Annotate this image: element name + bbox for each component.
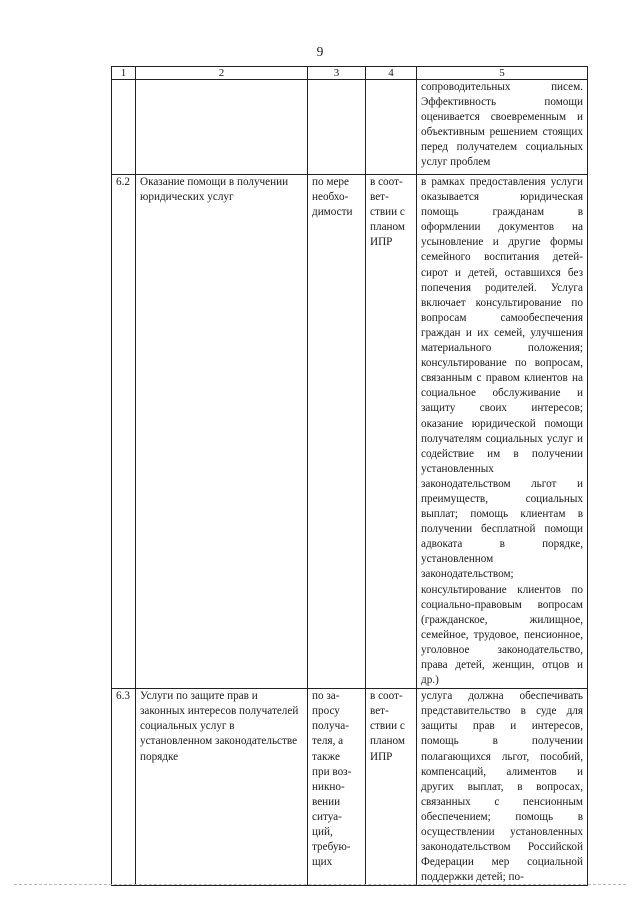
column-number-1: 1 bbox=[112, 67, 136, 80]
table-row-6-3 bbox=[112, 689, 588, 886]
service-term-cell: по мере необхо- димости bbox=[312, 176, 353, 219]
column-number-4: 4 bbox=[366, 67, 417, 80]
column-number-3: 3 bbox=[308, 67, 366, 80]
service-description-cell: в рамках предоставления услуги оказывается юридическая помощь гражданам в оформлении документов на усыновление и другие формы семейного воспитания детей-сирот и детей, оставшихся без попечения родителей. Услуга включает консультирование по вопросам самообеспечения граждан и их семей, улучшения материального положения; консультирование по вопросам, связанным с правом клиентов на социальное обслуживание и защиту своих интересов; оказание юридической помощи получателям социальных услуг и содействие им в получении установленных законодательством льгот и преимуществ, социальных выплат; помощь клиентам в получении бесплатной помощи адвоката в порядке, установленном законодательством; консультирование клиентов по социально-правовым вопросам (гражданское, жилищное, семейное, трудовое, пенсионное, уголовное законодательство, права детей, женщин, отцов и др.) bbox=[417, 175, 588, 689]
column-number-2: 2 bbox=[136, 67, 308, 80]
column-numbers-row bbox=[112, 67, 588, 80]
service-name-cell: Оказание помощи в получении юридических услуг bbox=[136, 175, 308, 689]
service-description-cell: сопроводительных писем. Эффективность помощи оценивается своевременным и объективным решением стоящих перед получателем социальных услуг проблем bbox=[417, 80, 588, 175]
service-name-cell bbox=[136, 80, 308, 175]
table-row-continuation bbox=[112, 80, 588, 175]
table-row-6-2 bbox=[112, 175, 588, 689]
row-number-cell: 6.2 bbox=[112, 175, 136, 689]
service-term-cell: по за- просу получа- теля, а также при воз- никно- вении ситуа- ций, требую- щих bbox=[312, 690, 352, 869]
service-basis-cell: в соот- вет- ствии с планом ИПР bbox=[370, 176, 405, 249]
service-basis-cell: в соот- вет- ствии с планом ИПР bbox=[370, 690, 405, 763]
scan-edge-divider bbox=[14, 884, 626, 885]
service-term-cell bbox=[308, 80, 366, 175]
services-table bbox=[111, 66, 588, 886]
page-number: 9 bbox=[316, 44, 324, 59]
row-number-cell bbox=[112, 80, 136, 175]
row-number-cell: 6.3 bbox=[112, 689, 136, 886]
column-number-5: 5 bbox=[417, 67, 588, 80]
service-basis-cell bbox=[366, 80, 417, 175]
service-name-cell: Услуги по защите прав и законных интересов получателей социальных услуг в установленном законодательстве порядке bbox=[136, 689, 308, 886]
service-description-cell: услуга должна обеспечивать представительство в суде для защиты прав и интересов, помощь в получении полагающихся льгот, пособий, компенсаций, алиментов и других выплат, в вопросах, связанных с пенсионным обеспечением; помощь в осуществлении установленных законодательством Российской Федерации мер социальной поддержки детей; по- bbox=[417, 689, 588, 886]
